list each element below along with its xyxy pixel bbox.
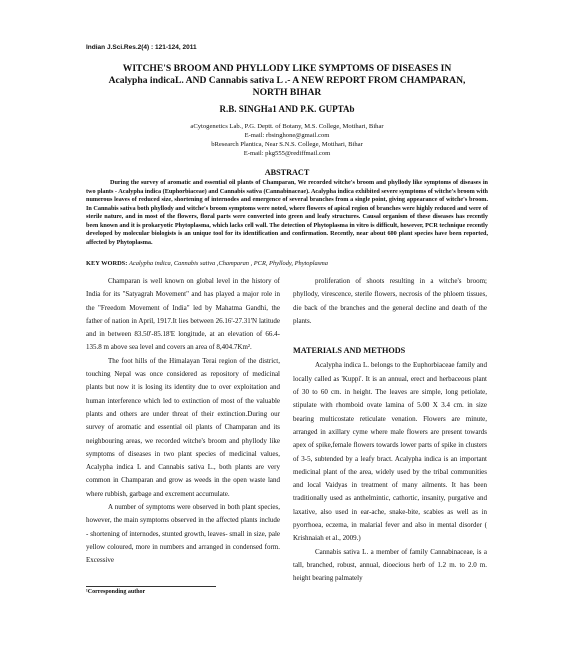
paragraph: proliferation of shoots resulting in a witche's broom; phyllody, virescence, sterile flowers, necrosis of the phloem tissues, die back of the branches and the general decline and death of the plants.: [293, 277, 487, 325]
journal-citation: Indian J.Sci.Res.2(4) : 121-124, 2011: [86, 44, 197, 51]
keywords-text: Acalypha indica, Cannabis sativa ,Champaran , PCR, Phyllody, Phytoplasma: [128, 260, 328, 267]
column-right: [293, 275, 487, 586]
paragraph: Acalypha indica L. belongs to the Euphorbiaceae family and locally called as 'Kuppi'. It is an annual, erect and herbaceous plant of 30 to 60 cm. in height. The leaves are simple, long petiolate, stipulate with rhomboid ovate lamina of 5.00 X 3.4 cm. in size bearing multicostate reticulate venation. Flowers are minute, arranged in axillary cyme where male flowers are present towards apex of spike,female flowers towards lower parts of spike in clusters of 3-5, subtended by a leafy bract. Acalypha indica is an important medicinal plant of the area, widely used by the tribal communities and local Vaidyas in treatment of many ailments. It has been traditionally used as anthelmintic, cathortic, insanity, purgative and laxative, also used in ear-ache, snake-bite, scabies as well as in pyorrhoea, eczema, in malarial fever and also in mental disorder ( Krishnaiah et al., 2009.): [293, 361, 487, 543]
column-left: [86, 275, 280, 568]
email-a: E-mail: rbsinghone@gmail.com: [244, 132, 330, 139]
affiliation-b: bResearch Plantica, Near S.N.S. College, Motihari, Bihar: [211, 141, 363, 148]
section-heading-materials-methods: MATERIALS AND METHODS: [293, 346, 406, 356]
paragraph: The foot hills of the Himalayan Terai region of the district, touching Nepal was once considered as repository of medicinal plants but now it is losing its identity due to over exploitation and human interference which led to extinction of most of the valuable plants and others are under threat of their extinction.During our survey of aromatic and essential oil plants of Champaran and its neighbouring areas, we recorded witche's broom and phyllody like symptoms of diseases in two plant species of medicinal values, Acalypha indica L and Cannabis sativa L., both plants are very common in Champaran and grow as weeds in the open waste land where rubbish, garbage and excrement accumulate.: [86, 356, 280, 498]
abstract-heading: ABSTRACT: [264, 168, 310, 177]
keywords: [86, 260, 488, 267]
abstract-body: [86, 179, 488, 247]
title-line-2: Acalypha indicaL. AND Cannabis sativa L .- A NEW REPORT FROM CHAMPARAN,: [108, 75, 466, 86]
paragraph: A number of symptoms were observed in both plant species, however, the main symptoms observed in the affected plants include - shortening of internodes, stunted growth, leaves- small in size, pale yellow coloured, more in numbers and arranged in condensed form. Excessive: [86, 503, 280, 565]
affiliation-a: aCytogenetics Lab., P.G. Deptt. of Botany, M.S. College, Motihari, Bihar: [190, 123, 384, 130]
email-b: E-mail: pkg555@rediffmail.com: [243, 150, 331, 157]
authors: R.B. SINGHa1 AND P.K. GUPTAb: [219, 104, 355, 114]
title-line-3: NORTH BIHAR: [252, 87, 322, 98]
paragraph: Champaran is well known on global level in the history of India for its "Satyagrah Movement" and has played a major role in the "Freedom Movement of India" led by Mahatma Gandhi, the father of nation in April, 1917.It lies between 26.16'-27.31'N latitude and in between 83.50'-85.18'E longitude, at an elevation of 66.4-135.8 m above sea level and covers an area of 8,404.7Km².: [86, 277, 280, 352]
footnote: ¹Corresponding author: [86, 589, 146, 595]
footnote-divider: [86, 586, 216, 587]
abstract-text: During the survey of aromatic and essential oil plants of Champaran, We recorded witche's broom and phyllody like symptoms of diseases in two plants - Acalypha indica (Euphorbiaceae) and Cannabis sativa (Cannabinaceae). Acalypha indica exhibited severe symptoms of witche's broom with numerous leaves of reduced size, shortening of internodes and emergence of several branches from a single point, giving appearance of witche's broom. In Cannabis sativa both phyllody and witche's broom symptoms were noted, where flowers of apical region of branches were highly reduced and were of sterile nature, and in most of the flowers, floral parts were converted into green and leafy structures. Causal organism of these diseases has recently been known and it is prokaryotic Phytoplasma, which lacks cell wall. The detection of Phytoplasma in vitro is difficult, however, PCR technique recently developed by molecular biologists is an unique tool for its identification and confirmation. Recently, near about 600 plant species have been reported, affected by Phytoplasma.: [86, 179, 488, 246]
paragraph: Cannabis sativa L. a member of family Cannabinaceae, is a tall, branched, robust, annual, dioecious herb of 1.2 m. to 2.0 m. height bearing palmately: [293, 547, 487, 583]
keywords-label: KEY WORDS:: [86, 260, 128, 267]
title-line-1: WITCHE'S BROOM AND PHYLLODY LIKE SYMPTOMS OF DISEASES IN: [122, 63, 452, 74]
